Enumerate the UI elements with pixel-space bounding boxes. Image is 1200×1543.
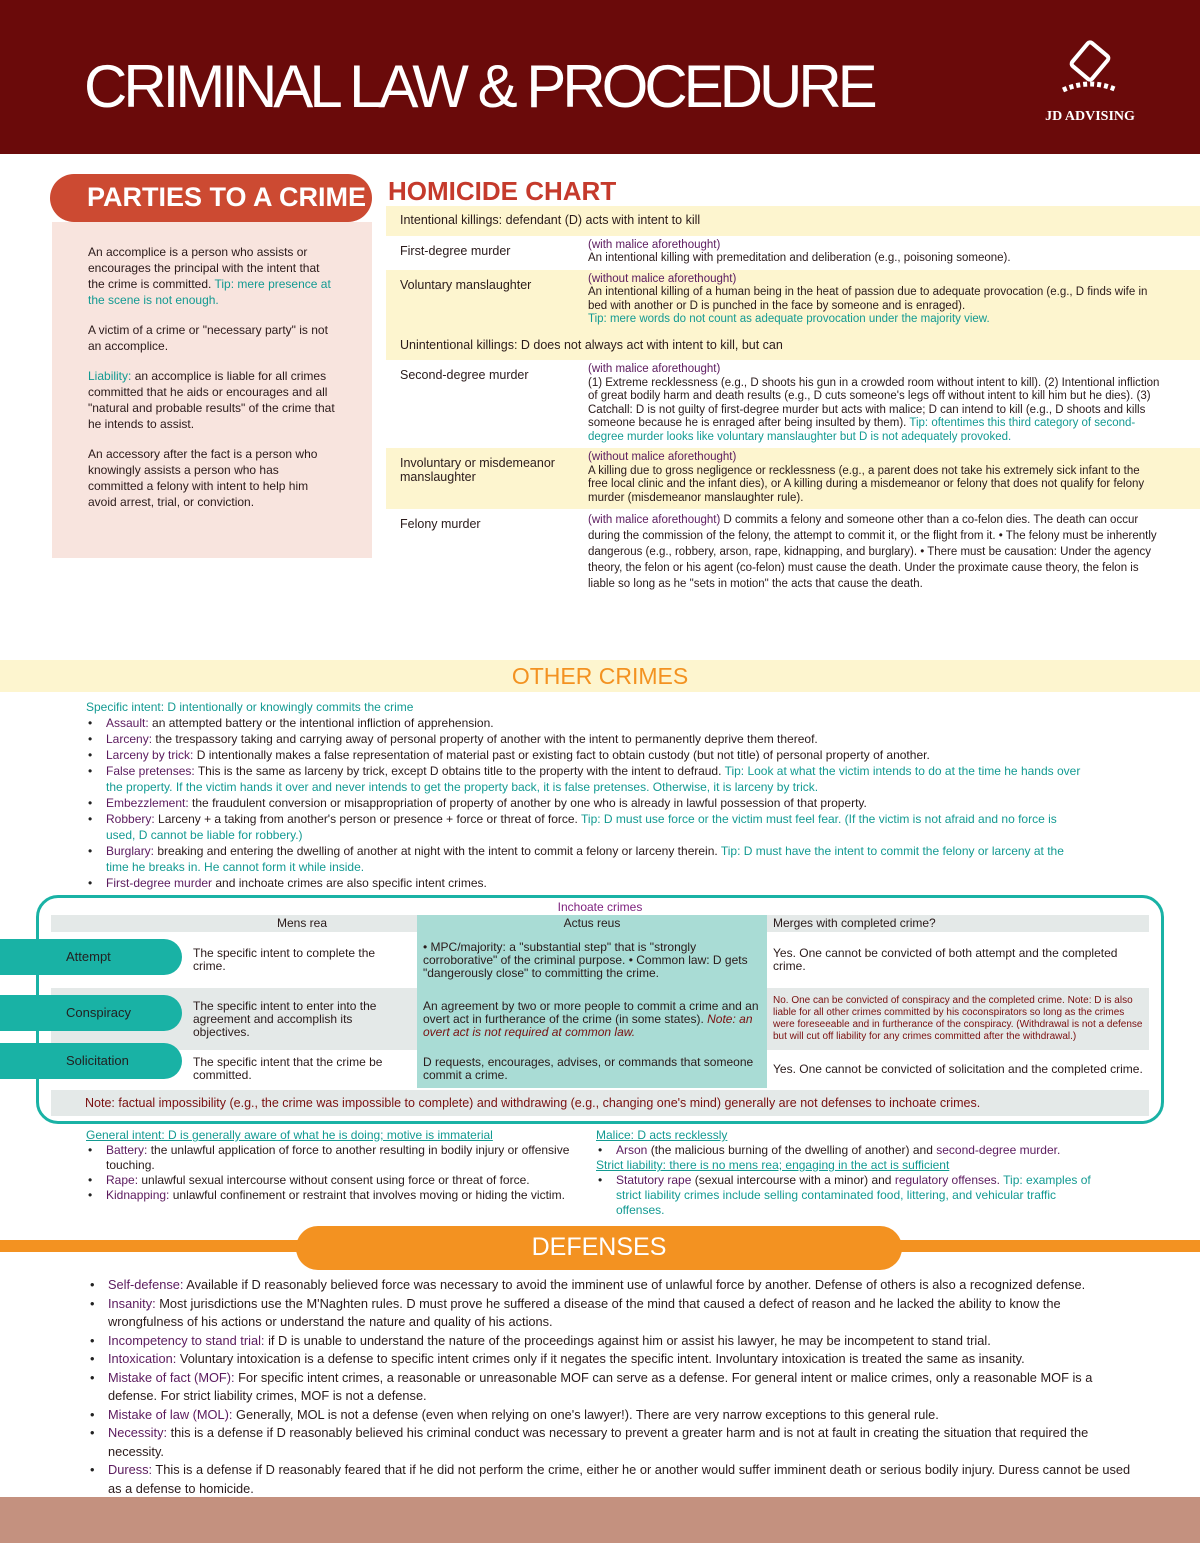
list-item <box>86 1173 586 1188</box>
list-item <box>86 763 1086 795</box>
other-crimes-heading: OTHER CRIMES <box>0 660 1200 692</box>
list-item <box>86 875 1086 891</box>
list-item <box>88 1332 1138 1351</box>
conspiracy-tab: Conspiracy <box>0 995 182 1031</box>
malice: (with malice aforethought) <box>588 514 721 526</box>
tip-text: Tip: mere presence at the scene is not enough. <box>88 277 331 307</box>
row-text: D commits a felony and someone other than a co-felon dies. The death can occur during the commission of the felony, the attempt to commit it, or the flight from it. • The felony must be inherently dangerous (e.g., robbery, arson, rape, kidnapping, and burglary). • There must be causation: Under the agency theory, the felon or his agent (co-felon) must cause the death. Under the proximate cause theory, the felon is liable so long as he "sets in motion" the acts that cause the death. <box>588 514 1157 590</box>
actus-reus: An agreement by two or more people to commit a crime and an overt act in furtherance of the crime (in some states). <box>423 998 759 1026</box>
text: This is the same as larceny by trick, except D obtains title to the property with the intent to defraud. <box>197 764 722 778</box>
term: Larceny: <box>106 732 153 746</box>
parties-panel <box>52 222 372 558</box>
text: Generally, MOL is not a defense (even when relying on one's lawyer!). There are very narrow exceptions to this general rule. <box>236 1406 939 1422</box>
header-merges: Merges with completed crime? <box>767 915 1149 932</box>
logo-text: JD ADVISING <box>1045 109 1135 124</box>
table-row <box>51 988 1149 1050</box>
text: if D is unable to understand the nature of the proceedings against him or assist his lawyer, he may be incompetent to stand trial. <box>268 1332 991 1348</box>
list-item <box>88 1424 1138 1461</box>
list-item <box>88 1461 1138 1498</box>
homicide-row <box>386 360 1200 448</box>
logo <box>1040 40 1140 125</box>
text: the trespassory taking and carrying away of personal property of another with the intent to permanently deprive them thereof. <box>155 732 818 746</box>
table-row <box>51 932 1149 988</box>
other-crimes-list <box>86 699 1086 891</box>
homicide-row <box>386 270 1200 331</box>
accomplice-text: An accomplice is a person who assists or encourages the principal with the intent that the crime is committed. <box>88 245 320 291</box>
list-item <box>86 1188 586 1203</box>
term: False pretenses: <box>106 764 195 778</box>
term: Assault: <box>106 716 149 730</box>
term: Rape: <box>106 1173 139 1187</box>
term: Mistake of fact (MOF): <box>108 1369 235 1385</box>
malice: (without malice aforethought) <box>588 272 737 285</box>
actus-reus: D requests, encourages, advises, or commands that someone commit a crime. <box>417 1050 767 1088</box>
row-text: An intentional killing of a human being in the heat of passion due to adequate provocation (e.g., D finds wife in bed with another or D is punched in the face by someone and is enraged). <box>588 286 1148 312</box>
text: an attempted battery or the intentional infliction of apprehension. <box>152 716 494 730</box>
term: Embezzlement: <box>106 796 189 810</box>
merges: No. One can be convicted of conspiracy and the completed crime. Note: D is also liable for all other crimes committed by his coconspirators so long as the crimes were foreseeable and in furtherance of the conspiracy. (Withdrawal is not a defense but will cut off liability for any crimes committed after the withdrawal.) <box>767 988 1149 1050</box>
list-item <box>88 1369 1138 1406</box>
merges: Yes. One cannot be convicted of solicitation and the completed crime. <box>773 1061 1143 1076</box>
specific-intent-heading: Specific intent: D intentionally or knowingly commits the crime <box>86 700 414 714</box>
homicide-row <box>386 448 1200 509</box>
row-text: (1) Extreme recklessness (e.g., D shoots his gun in a crowded room without intent to kill). (2) Intentional infliction of great bodily harm and death results (e.g., D cuts someone's legs off without intent to kill him but he dies). (3) Catchall: D is not guilty of first-degree murder but acts with malice; D can intend to kill (e.g., D shoots and kills someone because he is enraged after being insulted by them). <box>588 376 1160 429</box>
list-item <box>88 1406 1138 1425</box>
mens-rea: The specific intent to enter into the agreement and accomplish its objectives. <box>187 988 417 1050</box>
term: Kidnapping: <box>106 1188 170 1202</box>
tip-text: Tip: mere words do not count as adequate provocation under the majority view. <box>588 313 990 325</box>
list-item <box>86 795 1086 811</box>
mens-rea: The specific intent that the crime be committed. <box>193 1055 383 1082</box>
malice: (with malice aforethought) <box>588 363 721 375</box>
term: Burglary: <box>106 844 155 858</box>
term: First-degree murder <box>106 876 213 890</box>
solicitation-tab: Solicitation <box>0 1043 182 1079</box>
term: second-degree murder. <box>936 1143 1061 1157</box>
list-item <box>86 843 1086 875</box>
row-label: Involuntary or misdemeanor manslaughter <box>400 456 555 484</box>
malice-heading: Malice: D acts recklessly <box>596 1128 728 1142</box>
text: Available if D reasonably believed force was necessary to avoid the imminent use of unlawful force by another. Defense of others is also a recognized defense. <box>186 1277 1086 1292</box>
row-label: Felony murder <box>400 517 481 531</box>
tip-text: Tip: D must have the intent to commit the felony or larceny at the time he breaks in. He cannot form it while inside. <box>106 844 1064 874</box>
malice: (with malice aforethought) <box>588 238 721 251</box>
text: this is a defense if D reasonably believed his criminal conduct was necessary to prevent a greater harm and is not at fault in creating the situation that required the necessity. <box>108 1425 1089 1459</box>
term: Self-defense: <box>108 1277 184 1292</box>
homicide-heading: HOMICIDE CHART <box>388 176 617 206</box>
list-item <box>88 1295 1138 1332</box>
table-row <box>51 1050 1149 1088</box>
term: Larceny by trick: <box>106 748 194 762</box>
text: For specific intent crimes, a reasonable or unreasonable MOF can serve as a defense. For general intent or malice crimes, only a reasonable MOF is a defense. For strict liability crimes, MOF is not a defense. <box>108 1369 1093 1403</box>
parties-heading: PARTIES TO A CRIME <box>50 174 372 222</box>
tip-text: Tip: D must use force or the victim must feel fear. (If the victim is not afraid and no force is used, D cannot be liable for robbery.) <box>106 812 1057 842</box>
inchoate-crimes-panel <box>36 895 1164 1124</box>
intentional-band: Intentional killings: defendant (D) acts with intent to kill <box>386 206 1200 236</box>
footer-bar <box>0 1497 1200 1543</box>
liability-label: Liability: <box>88 369 132 383</box>
text: Most jurisdictions use the M'Naghten rules. D must prove he suffered a disease of the mind that caused a defect of reason and he lacked the ability to know the wrongfulness of his actions or understand the nature and quality of his actions. <box>108 1295 1061 1329</box>
text: unlawful confinement or restraint that involves moving or hiding the victim. <box>172 1188 565 1202</box>
liability-text: an accomplice is liable for all crimes committed that he aids or encourages and all "natural and probable results" of the crime that he intends to assist. <box>88 369 335 431</box>
merges: Yes. One cannot be convicted of both attempt and the completed crime. <box>773 946 1118 973</box>
accessory-text: An accessory after the fact is a person who knowingly assists a person who has committed a felony with intent to help him avoid arrest, trial, or conviction. <box>88 447 318 509</box>
general-intent-section <box>86 1128 586 1203</box>
gavel-logo-icon <box>1055 40 1125 102</box>
actus-note: Note: an overt act is not required at common law. <box>423 1011 753 1039</box>
actus-reus: • MPC/majority: a "substantial step" that is "strongly corroborative" of the criminal purpose. • Common law: D gets "dangerously close" to committing the crime. <box>417 932 767 988</box>
term: Statutory rape <box>616 1173 692 1187</box>
term: Incompetency to stand trial: <box>108 1332 265 1348</box>
term: Arson <box>616 1143 648 1157</box>
unintentional-band: Unintentional killings: D does not always act with intent to kill, but can <box>386 331 1200 361</box>
term: Intoxication: <box>108 1351 177 1366</box>
row-text: An intentional killing with premeditation and deliberation (e.g., poisoning someone). <box>588 252 1011 264</box>
text: the fraudulent conversion or misappropriation of property of another by one who is already in lawful possession of that property. <box>192 796 867 810</box>
attempt-tab: Attempt <box>0 939 182 975</box>
inchoate-table <box>51 915 1149 1088</box>
defenses-heading: DEFENSES <box>296 1226 902 1270</box>
header-mens-rea: Mens rea <box>187 915 417 932</box>
list-item <box>88 1276 1138 1295</box>
text: Voluntary intoxication is a defense to specific intent crimes only if it negates the specific intent. Involuntary intoxication is treated the same as insanity. <box>179 1351 1025 1366</box>
text: (sexual intercourse with a minor) and <box>694 1173 892 1187</box>
text: This is a defense if D reasonably feared that if he did not perform the crime, either he or another would suffer imminent death or serious bodily injury. Duress cannot be used as a defense to homicide. <box>108 1462 1131 1496</box>
homicide-row <box>386 509 1200 596</box>
text: (the malicious burning of the dwelling of another) and <box>650 1143 933 1157</box>
row-label: Voluntary manslaughter <box>400 277 532 292</box>
row-label: First-degree murder <box>400 243 511 258</box>
term: regulatory offenses. <box>894 1173 1001 1187</box>
homicide-chart <box>386 206 1200 596</box>
page-title: CRIMINAL LAW & PROCEDURE <box>84 53 874 120</box>
malice-section <box>596 1128 1096 1218</box>
text: the unlawful application of force to another resulting in bodily injury or offensive touching. <box>106 1143 570 1172</box>
text: breaking and entering the dwelling of another at night with the intent to commit a felony or larceny therein. <box>157 844 718 858</box>
tip-text: Tip: oftentimes this third category of second-degree murder looks like voluntary manslaughter but D is not adequately provoked. <box>588 417 1136 443</box>
list-item <box>88 1350 1138 1369</box>
row-text: A killing due to gross negligence or recklessness (e.g., a parent does not take his extremely sick infant to the free local clinic and the infant dies), or A killing during a misdemeanor or felony that does not qualify for felony murder (misdemeanor manslaughter rule). <box>588 464 1145 504</box>
text: D intentionally makes a false representation of material past or existing fact to obtain custody (but not title) of personal property of another. <box>196 748 930 762</box>
text: Larceny + a taking from another's person or presence + force or threat of force. <box>158 812 578 826</box>
term: Battery: <box>106 1143 148 1157</box>
text: and inchoate crimes are also specific intent crimes. <box>215 876 487 890</box>
list-item <box>86 811 1086 843</box>
victim-text: A victim of a crime or "necessary party" is not an accomplice. <box>88 323 328 353</box>
term: Necessity: <box>108 1425 168 1440</box>
list-item <box>86 715 1086 731</box>
list-item <box>86 1143 586 1173</box>
row-label: Second-degree murder <box>400 368 529 382</box>
term: Mistake of law (MOL): <box>108 1406 233 1422</box>
term: Robbery: <box>106 812 155 826</box>
tip-text: Tip: examples of strict liability crimes include selling contaminated food, littering, and vehicular traffic offenses. <box>616 1173 1091 1217</box>
mens-rea: The specific intent to complete the crime. <box>193 946 376 973</box>
homicide-row <box>386 236 1200 270</box>
strict-liability-heading: Strict liability: there is no mens rea; engaging in the act is sufficient <box>596 1158 950 1172</box>
malice: (without malice aforethought) <box>588 451 737 463</box>
term: Duress: <box>108 1462 153 1477</box>
term: Insanity: <box>108 1295 156 1311</box>
list-item <box>86 731 1086 747</box>
list-item <box>86 747 1086 763</box>
header-actus-reus: Actus reus <box>417 915 767 932</box>
tip-text: Tip: Look at what the victim intends to do at the time he hands over the property. If the victim hands it over and never intends to get the property back, it is false pretenses. Otherwise, it is larceny by trick. <box>106 764 1081 794</box>
inchoate-note: Note: factual impossibility (e.g., the crime was impossible to complete) and withdrawing (e.g., changing one's mind) generally are not defenses to inchoate crimes. <box>51 1090 1149 1116</box>
text: unlawful sexual intercourse without consent using force or threat of force. <box>141 1173 530 1187</box>
defenses-list <box>88 1276 1138 1498</box>
general-intent-heading: General intent: D is generally aware of what he is doing; motive is immaterial <box>86 1128 493 1142</box>
inchoate-title: Inchoate crimes <box>557 900 643 914</box>
